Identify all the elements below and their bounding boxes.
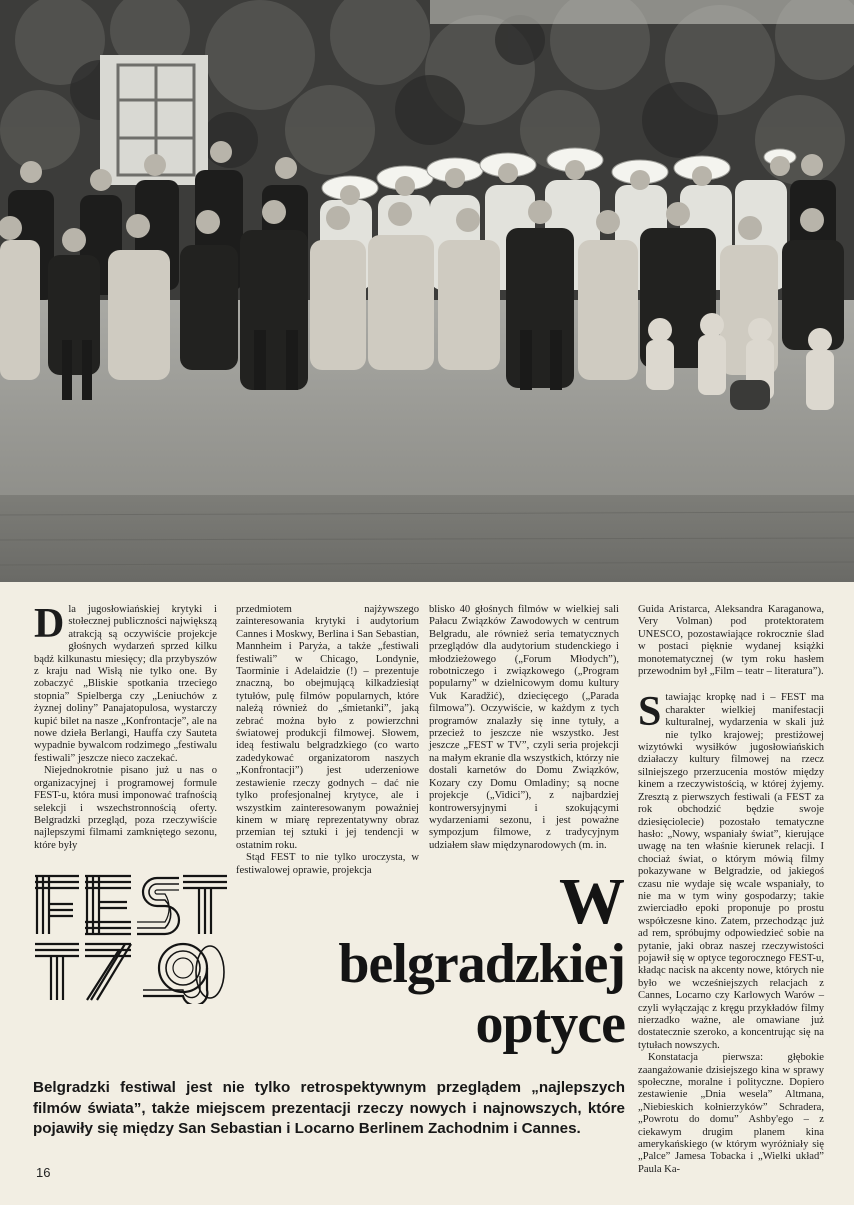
article-column-1 [34,601,217,852]
logo-digit-9 [143,944,207,1004]
page-number: 16 [36,1165,51,1180]
logo-letter-s [137,878,179,934]
logo-digit-7 [85,944,131,1000]
wedding-group-photo [0,0,854,582]
dropcap: S [638,689,662,736]
article-column-3 [429,604,619,852]
dropcap: D [34,601,65,647]
column-1-paragraph-1: la jugosłowiańskiej krytyki i stołecznej publiczności największą atrakcją są oczywiście projekcje głośnych wydarzeń sprzed kilku bądź kilkunastu miesięcy; dla przybyszów z kraju nad Wisłą nie tylko one. By zobaczyć „Bliskie spotkania trzeciego stopnia” Spielberga czy „Leniuchów z żyznej doliny” Panajatopulosa, wystarczy kupić bilet na nasze „Konfrontacje”, ale na nowe dzieła Berlangi, Hauffa czy Sauteta wypadnie bywalcom rodzimego „festiwalu festiwali” jeszcze nieco zaczekać. [34,604,217,764]
column-2-paragraph-2: Stąd FEST to nie tylko uroczysta, w festiwalowej oprawie, projekcja [236,852,419,876]
group-photograph [0,0,854,582]
headline-line-2: belgradzkiej [338,933,625,995]
article-lead: Belgradzki festiwal jest nie tylko retrospektywnym przeglądem „najlepszych filmów świata”, także miejscem prezentacji rzeczy nowych i najnowszych, które pojawiły się między San Sebastian i Locarno Berlinem Zachodnim i Cannes. [33,1079,625,1137]
headline-line-3: optyce [475,993,625,1055]
logo-letter-e [85,876,131,934]
fest-79-logo [33,872,229,1004]
column-4-paragraph-3: Konstatacja pierwsza: głębokie zaangażowanie dzisiejszego kina w sprawy społeczne, moralne i polityczne. Dopiero zestawienie „Dnia wesela” Altmana, „Niebieskich kołnierzyków” Schradera, „Powrotu do domu” Ashby'ego – z ciekawym drugim planem kina amerykańskiego (w którym wyróżniały się „Palce” Jamesa Tobacka i „Wielki układ” Paula Ka- [638,1052,824,1175]
article-headline [250,865,625,1055]
headline-line-1: W [559,865,625,938]
logo-letter-f [35,876,79,934]
logo-letter-t-2 [35,944,79,1000]
logo-letter-t [183,876,227,934]
column-4-paragraph-1: Guida Aristarca, Aleksandra Karaganowa, Very Volman) pod protektoratem UNESCO, pozostawiające rokrocznie ślad w postaci pięknie wydanej książki monotematycznej (w tym roku hasłem przewodnim był „Film – teatr – literatura”). [638,604,824,678]
column-2-paragraph-1: przedmiotem najżywszego zainteresowania krytyki i audytorium Cannes i Moskwy, Berlina i San Sebastian, Mannheim i Paryża, a także „festiwali festiwali” w Chicago, Londynie, Taorminie i Adelaidzie (!) – prezentuje znaczną, bo obejmującą kilkadziesiąt tytułów, pulę filmów popularnych, które należą również do „śmietanki”, jaką zebrać można było z powierzchni światowej produkcji filmowej. Słowem, ideą festiwalu belgradzkiego (co warto zadedykować organizatorom naszych „Konfrontacji”) jest uderzeniowe zestawienie rzeczy godnych – dać nie tylko profesjonalnej krytyce, ale i wszystkim zainteresowanym poważniej kinem w miarę reprezentatywny obraz przemian tej sztuki i jej tendencji w ostatnim roku. [236,604,419,851]
fest-logo-graphic [33,872,229,1004]
article-column-4 [638,604,824,1176]
column-1-paragraph-2: Niejednokrotnie pisano już u nas o organizacyjnej i programowej formule FEST-u, która musi imponować trafnością selekcji i wszechstronnością oferty. Belgradzki przegląd, poza rzeczywiście najlepszymi filmami zamkniętego sezonu, które były [34,765,217,851]
article-column-2 [236,604,419,877]
column-3-paragraph-1: blisko 40 głośnych filmów w wielkiej sali Pałacu Związków Zawodowych w centrum Belgradu, ale również seria tematycznych przeglądów dla audytorium studenckiego i młodzieżowego („Forum Młodych”), robotniczego i związkowego („Program popularny” w dzielnicowym domu kultury Vuk Karadžić), dziecięcego („Parada filmowa”). Oczywiście, w każdym z tych programów znalazły się inne tytuły, a przecież to jeszcze nie wszystko. Jest jeszcze „FEST w TV”, czyli seria projekcji na małym ekranie dla wszystkich, którzy nie dostali karnetów do Domu Związków, Kozary czy Domu Omladiny; są nocne projekcje („Vidici”), z najbardziej kontrowersyjnymi i szokującymi wydarzeniami sezonu, i jest poważne sympozjum filmowe, z tradycyjnym udziałem sław międzynarodowych (m. in. [429,604,619,851]
column-4-paragraph-2: tawiając kropkę nad i – FEST ma charakter wielkiej manifestacji kulturalnej, wydarzenia w skali już nie tylko krajowej; prestiżowej wizytówki wysiłków jugosłowiańskich działaczy kultury filmowej na rzecz silniejszego przerzucenia mostów między kinem a rzeczywistością, w której żyjemy. Zresztą z pierwszych festiwali (a FEST za rok obchodzić będzie swoje dziesięciolecie) pozostało tematyczne hasło: „Nowy, wspaniały świat”, kierujące uwagę na ten właśnie kierunek relacji. I chociaż świat, o którym mówią filmy pokazywane w Belgradzie, od jakiegoś czasu nie wydaje się wcale wspaniały, to nie ma w tym winy gospodarzy; takie zwierciadło epoki proponuje po prostu współczesne kino. Zatem, przechodząc już ad rem, spróbujmy odpowiedzieć sobie na pytanie, jaki obraz naszej rzeczywistości pojawił się w optyce tegorocznego FEST-u, kładąc nacisk na akcenty nowe, których nie było we wcześniejszych relacjach z Cannes, Locarno czy Karlowych Warów – czyli wyłączając z kręgu przykładów filmy nierzadko ważne, ale omawiane już dostatecznie szeroko, a koncentrując się na tytułach nowszych. [638,692,824,1051]
